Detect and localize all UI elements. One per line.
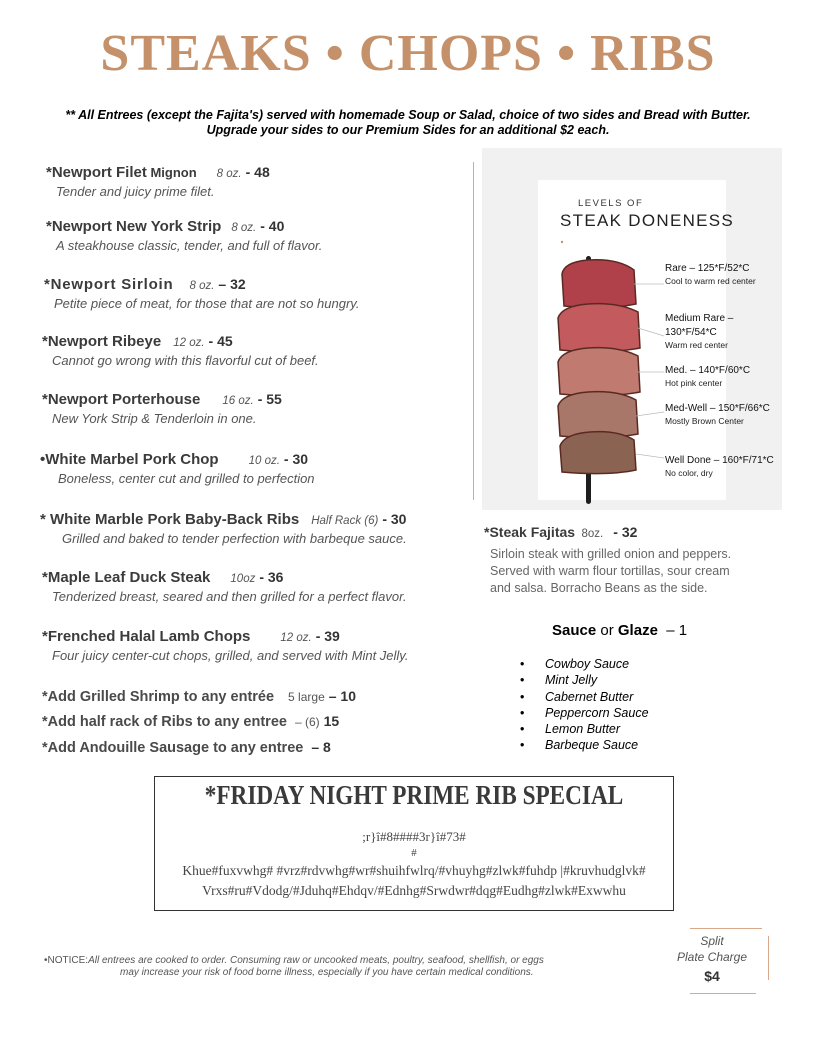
item-price: - 30 [382, 511, 407, 527]
glaze-word: Glaze [617, 622, 658, 639]
notice-lead: •NOTICE: [44, 955, 89, 966]
addon-price: 15 [323, 713, 340, 729]
list-item: • Barbeque Sauce [520, 737, 649, 753]
addon-name: *Add Andouille Sausage to any entree [42, 740, 304, 756]
intro-line-2: Upgrade your sides to our Premium Sides for an additional $2 each. [206, 123, 610, 137]
item-description: Petite piece of meat, for those that are not so hungry. [54, 296, 360, 311]
level-title: Med-Well – 150*F/66*C [665, 403, 770, 414]
item-description [484, 546, 784, 597]
leader-line [638, 328, 664, 336]
intro-note [20, 108, 796, 138]
intro-line-1: ** All Entrees (except the Fajita's) served with homemade Soup or Salad, choice of two sides and Bread with Butter. [65, 108, 751, 122]
menu-title: STEAKS • CHOPS • RIBS [100, 25, 716, 82]
doneness-level-medium [665, 364, 775, 389]
item-size: 8oz. [581, 528, 604, 540]
item-description: Boneless, center cut and grilled to perfection [58, 471, 315, 486]
steak-rare [562, 260, 636, 308]
level-title: Rare – 125*F/52*C [665, 263, 750, 274]
doneness-level-well-done [665, 454, 775, 479]
item-description: Grilled and baked to tender perfection with barbeque sauce. [62, 531, 407, 546]
split-label: Split [700, 934, 724, 948]
doneness-level-medium-rare [665, 312, 775, 351]
item-size: 12 oz. [280, 632, 312, 644]
notice-line-1: All entrees are cooked to order. Consuming raw or uncooked meats, poultry, seafood, shellfish, or eggs [88, 955, 544, 966]
sauce-word: Sauce [552, 622, 597, 639]
sauce-list [520, 656, 649, 754]
level-title: Well Done – 160*F/71*C [665, 455, 774, 466]
special-line-1: ;r}î#8####3r}î#73# [362, 829, 466, 844]
item-size: 8 oz. [189, 280, 215, 292]
level-desc: Warm red center [665, 340, 728, 350]
list-item: • Peppercorn Sauce [520, 705, 649, 721]
steak-well-done [560, 432, 636, 474]
item-description: Tender and juicy prime filet. [56, 184, 215, 199]
desc-line: Sirloin steak with grilled onion and peppers. [490, 547, 732, 561]
food-safety-notice [44, 955, 644, 979]
level-desc: Cool to warm red center [665, 276, 756, 286]
item-name: *Newport Porterhouse [42, 391, 201, 408]
menu-item-filet [46, 164, 270, 199]
sauce-heading [552, 622, 687, 639]
menu-item-porterhouse [42, 391, 282, 426]
desc-line: and salsa. Borracho Beans as the side. [490, 581, 708, 595]
item-name: *Maple Leaf Duck Steak [42, 569, 211, 586]
special-line-3: Khue#fuxvwhg# #vrz#rdvwhg#wr#shuihfwlrq/#vhuyhg#zlwk#fuhdp |#kruvhudglvk# [182, 863, 646, 878]
item-price: - 39 [315, 628, 340, 644]
special-title: *FRIDAY NIGHT PRIME RIB SPECIAL [204, 780, 624, 810]
item-price: - 40 [260, 218, 285, 234]
item-name: *Newport New York Strip [46, 218, 222, 235]
addon-ribs [42, 713, 339, 731]
notice-line-2: may increase your risk of food borne illness, especially if you have certain medical conditions. [120, 967, 534, 978]
frame-bottom [690, 993, 756, 994]
menu-item-duck-steak [42, 569, 407, 604]
item-description: New York Strip & Tenderloin in one. [52, 411, 257, 426]
list-item: • Lemon Butter [520, 721, 649, 737]
steak-medium-rare [558, 304, 640, 352]
item-size: Half Rack (6) [311, 515, 379, 527]
split-price: $4 [704, 968, 720, 984]
leader-line [636, 454, 664, 458]
doneness-level-medium-well [665, 402, 775, 427]
item-name: *Newport Filet Mignon [46, 164, 197, 181]
menu-item-lamb-chops [42, 628, 408, 663]
level-title: Medium Rare – 130*F/54*C [665, 313, 734, 338]
addon-size: – (6) [294, 715, 320, 729]
item-price: - 45 [208, 333, 233, 349]
menu-item-baby-back-ribs [40, 511, 407, 546]
item-price: - 48 [245, 164, 270, 180]
item-size: 10oz [230, 573, 256, 585]
item-name: •White Marbel Pork Chop [40, 451, 219, 468]
menu-item-pork-chop [40, 451, 315, 486]
item-size: 8 oz. [216, 168, 242, 180]
item-name: *Frenched Halal Lamb Chops [42, 628, 251, 645]
steak-medium [558, 348, 640, 396]
or-word: or [596, 622, 618, 639]
item-price: - 32 [613, 524, 638, 540]
item-size: 8 oz. [231, 222, 257, 234]
list-item: • Cowboy Sauce [520, 656, 649, 672]
item-size: 12 oz. [173, 337, 205, 349]
frame-right [768, 936, 769, 980]
addon-name: *Add Grilled Shrimp to any entrée [42, 689, 275, 705]
item-price: – 32 [218, 276, 246, 292]
list-item: • Cabernet Butter [520, 689, 649, 705]
item-description: Cannot go wrong with this flavorful cut of beef. [52, 353, 319, 368]
item-size: 10 oz. [248, 455, 280, 467]
doneness-header: STEAK DONENESS [560, 211, 735, 230]
list-item: • Mint Jelly [520, 672, 649, 688]
doneness-level-rare [665, 262, 775, 287]
item-price: - 30 [283, 451, 309, 467]
level-desc: No color, dry [665, 468, 713, 478]
item-description: A steakhouse classic, tender, and full of flavor. [56, 238, 323, 253]
item-name: * White Marble Pork Baby-Back Ribs [40, 511, 300, 528]
item-price: - 55 [257, 391, 282, 407]
addon-price: – 8 [311, 739, 331, 755]
special-line-2: # [411, 847, 417, 859]
steak-medium-well [558, 392, 638, 438]
addon-price: – 10 [328, 688, 356, 704]
special-line-4: Vrxs#ru#Vdodg/#Jduhq#Ehdqv/#Ednhg#Srwdwr#dqg#Eudhg#zlwk#Exwwhu [202, 883, 626, 898]
column-divider [473, 162, 474, 500]
level-desc: Hot pink center [665, 378, 723, 388]
item-name: *Newport Sirloin [44, 276, 174, 293]
item-price: - 36 [259, 569, 284, 585]
plate-charge-label: Plate Charge [676, 950, 748, 964]
level-desc: Mostly Brown Center [665, 416, 744, 426]
desc-line: Served with warm flour tortillas, sour cream [490, 564, 730, 578]
menu-item-fajitas [484, 524, 784, 597]
addon-shrimp [42, 688, 356, 706]
item-description: Four juicy center-cut chops, grilled, and served with Mint Jelly. [52, 648, 409, 663]
sauce-price: – 1 [657, 622, 688, 639]
menu-item-ny-strip [46, 218, 322, 253]
menu-item-sirloin [44, 276, 359, 311]
steak-skewer-illustration [548, 236, 670, 504]
item-name: *Steak Fajitas [484, 524, 576, 540]
menu-item-ribeye [42, 333, 319, 368]
addon-size: 5 large [288, 690, 325, 704]
decor-dot [561, 241, 563, 243]
leader-line [636, 412, 664, 416]
addon-sausage [42, 739, 331, 757]
item-description: Tenderized breast, seared and then grilled for a perfect flavor. [52, 589, 407, 604]
level-title: Med. – 140*F/60*C [665, 365, 751, 376]
doneness-header-small: LEVELS OF [578, 198, 644, 209]
item-size: 16 oz. [222, 395, 254, 407]
addon-name: *Add half rack of Ribs to any entree [42, 714, 287, 730]
frame-top [690, 928, 762, 929]
item-name: *Newport Ribeye [42, 333, 162, 350]
